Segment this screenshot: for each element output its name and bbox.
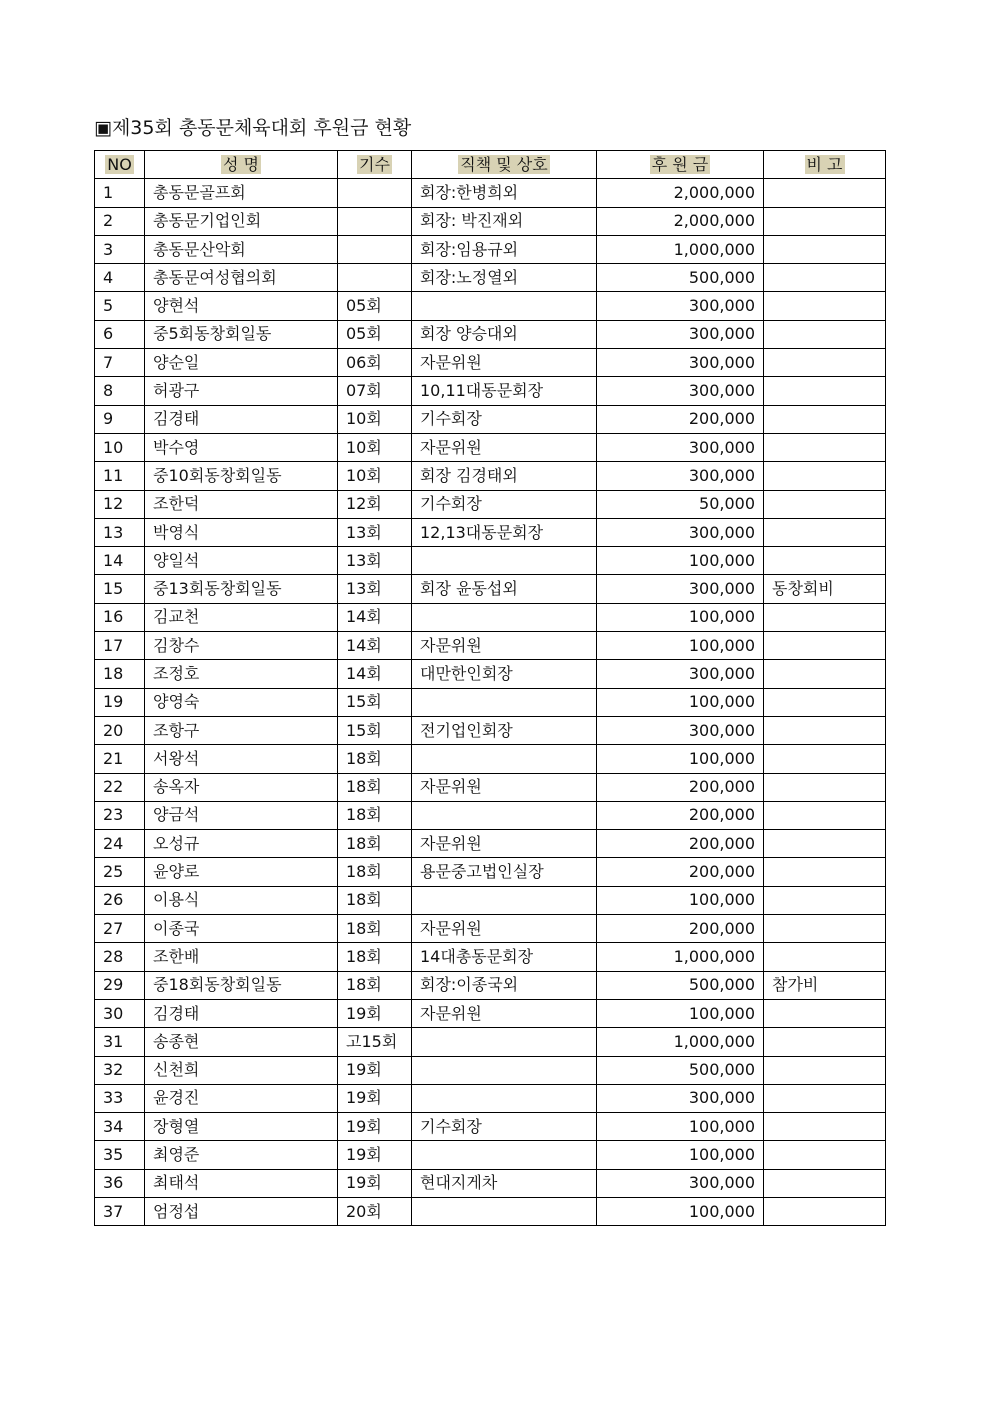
header-class [338,151,412,179]
cell-amount: 100,000 [597,1197,764,1225]
cell-note [764,801,886,829]
cell-name: 중5회동창회일동 [145,320,338,348]
cell-no: 7 [95,349,145,377]
cell-amount: 100,000 [597,999,764,1027]
cell-position: 현대지게차 [412,1169,597,1197]
cell-amount: 100,000 [597,688,764,716]
cell-name: 김경태 [145,405,338,433]
cell-no: 23 [95,801,145,829]
cell-amount: 300,000 [597,462,764,490]
table-row [95,773,886,801]
table-header-row [95,151,886,179]
cell-name: 윤양로 [145,858,338,886]
cell-name: 총동문골프회 [145,179,338,207]
cell-class: 20회 [338,1197,412,1225]
cell-class: 15회 [338,688,412,716]
cell-note [764,688,886,716]
cell-class: 13회 [338,547,412,575]
cell-class: 12회 [338,490,412,518]
cell-note [764,773,886,801]
cell-position: 회장:임용규외 [412,235,597,263]
table-row [95,1169,886,1197]
cell-amount: 300,000 [597,292,764,320]
table-row [95,264,886,292]
table-row [95,179,886,207]
cell-name: 최태석 [145,1169,338,1197]
cell-name: 송옥자 [145,773,338,801]
cell-class: 10회 [338,462,412,490]
table-row [95,660,886,688]
cell-amount: 100,000 [597,745,764,773]
cell-no: 5 [95,292,145,320]
table-row [95,235,886,263]
cell-note [764,1113,886,1141]
cell-class: 07회 [338,377,412,405]
cell-position: 기수회장 [412,405,597,433]
cell-no: 30 [95,999,145,1027]
page-title: ▣제35회 총동문체육대회 후원금 현황 [94,117,412,139]
cell-note [764,999,886,1027]
cell-class: 19회 [338,1113,412,1141]
cell-position: 전기업인회장 [412,716,597,744]
cell-position [412,801,597,829]
cell-position: 기수회장 [412,490,597,518]
donation-table [94,150,886,1226]
cell-class: 06회 [338,349,412,377]
cell-name: 윤경진 [145,1084,338,1112]
table-row [95,886,886,914]
header-class-label: 기수 [359,154,390,174]
cell-name: 중18회동창회일동 [145,971,338,999]
cell-position: 자문위원 [412,830,597,858]
header-position-label: 직책 및 상호 [460,154,548,174]
cell-no: 24 [95,830,145,858]
cell-amount: 500,000 [597,264,764,292]
cell-class [338,235,412,263]
cell-name: 조한배 [145,943,338,971]
cell-note [764,1084,886,1112]
table-row [95,603,886,631]
cell-class: 18회 [338,773,412,801]
cell-name: 신천희 [145,1056,338,1084]
table-row [95,943,886,971]
cell-class: 13회 [338,518,412,546]
cell-name: 양현석 [145,292,338,320]
table-row [95,349,886,377]
table-row [95,518,886,546]
cell-note [764,547,886,575]
cell-no: 6 [95,320,145,348]
cell-no: 15 [95,575,145,603]
cell-note [764,716,886,744]
table-row [95,547,886,575]
cell-position: 회장 양승대외 [412,320,597,348]
cell-note [764,235,886,263]
cell-no: 1 [95,179,145,207]
cell-amount: 300,000 [597,716,764,744]
table-row [95,1084,886,1112]
cell-amount: 100,000 [597,603,764,631]
cell-position: 회장:한병희외 [412,179,597,207]
cell-position: 회장:이종국외 [412,971,597,999]
cell-class: 18회 [338,801,412,829]
cell-name: 김경태 [145,999,338,1027]
cell-no: 21 [95,745,145,773]
cell-no: 11 [95,462,145,490]
cell-note: 동창회비 [764,575,886,603]
cell-class: 18회 [338,971,412,999]
cell-amount: 300,000 [597,320,764,348]
cell-position [412,1084,597,1112]
cell-no: 12 [95,490,145,518]
cell-note [764,490,886,518]
cell-class: 19회 [338,1056,412,1084]
table-row [95,830,886,858]
cell-amount: 2,000,000 [597,179,764,207]
table-row [95,575,886,603]
cell-amount: 100,000 [597,1141,764,1169]
cell-no: 8 [95,377,145,405]
cell-no: 14 [95,547,145,575]
cell-amount: 100,000 [597,632,764,660]
cell-name: 중10회동창회일동 [145,462,338,490]
cell-position [412,292,597,320]
cell-note [764,349,886,377]
cell-class: 05회 [338,320,412,348]
cell-name: 장형열 [145,1113,338,1141]
cell-class: 고15회 [338,1028,412,1056]
header-name [145,151,338,179]
table-row [95,745,886,773]
cell-no: 19 [95,688,145,716]
cell-no: 20 [95,716,145,744]
header-no-label: NO [107,154,132,174]
cell-position [412,603,597,631]
cell-no: 17 [95,632,145,660]
cell-position: 자문위원 [412,773,597,801]
cell-class [338,264,412,292]
cell-no: 4 [95,264,145,292]
cell-amount: 200,000 [597,773,764,801]
cell-note: 참가비 [764,971,886,999]
cell-name: 총동문여성협의회 [145,264,338,292]
cell-note [764,462,886,490]
table-row [95,999,886,1027]
cell-amount: 1,000,000 [597,1028,764,1056]
cell-name: 양순일 [145,349,338,377]
cell-name: 허광구 [145,377,338,405]
cell-position: 10,11대동문회장 [412,377,597,405]
table-row [95,207,886,235]
cell-no: 13 [95,518,145,546]
cell-position [412,886,597,914]
cell-no: 37 [95,1197,145,1225]
cell-amount: 500,000 [597,1056,764,1084]
cell-no: 31 [95,1028,145,1056]
cell-amount: 300,000 [597,349,764,377]
cell-class: 18회 [338,858,412,886]
cell-name: 양금석 [145,801,338,829]
cell-no: 25 [95,858,145,886]
cell-no: 18 [95,660,145,688]
cell-class: 10회 [338,433,412,461]
cell-position: 회장 김경태외 [412,462,597,490]
cell-name: 조항구 [145,716,338,744]
table-row [95,433,886,461]
cell-position: 대만한인회장 [412,660,597,688]
cell-position [412,1141,597,1169]
cell-name: 중13회동창회일동 [145,575,338,603]
cell-position: 회장: 박진재외 [412,207,597,235]
table-row [95,858,886,886]
cell-name: 서왕석 [145,745,338,773]
cell-amount: 100,000 [597,886,764,914]
table-row [95,1056,886,1084]
cell-name: 총동문기업인회 [145,207,338,235]
cell-no: 28 [95,943,145,971]
cell-position [412,1197,597,1225]
cell-position: 자문위원 [412,915,597,943]
table-row [95,292,886,320]
table-row [95,490,886,518]
cell-class: 18회 [338,745,412,773]
header-position [412,151,597,179]
donation-rows [95,179,886,1226]
cell-amount: 300,000 [597,433,764,461]
cell-amount: 500,000 [597,971,764,999]
cell-class [338,207,412,235]
cell-no: 22 [95,773,145,801]
cell-position [412,688,597,716]
cell-amount: 200,000 [597,405,764,433]
cell-position [412,1056,597,1084]
cell-position: 기수회장 [412,1113,597,1141]
cell-name: 양영숙 [145,688,338,716]
cell-position [412,1028,597,1056]
table-row [95,632,886,660]
cell-note [764,1169,886,1197]
cell-name: 이종국 [145,915,338,943]
cell-class: 14회 [338,603,412,631]
cell-class: 14회 [338,632,412,660]
cell-amount: 1,000,000 [597,943,764,971]
cell-name: 김창수 [145,632,338,660]
cell-class: 19회 [338,1169,412,1197]
table-row [95,1197,886,1225]
cell-no: 27 [95,915,145,943]
header-amount [597,151,764,179]
cell-no: 9 [95,405,145,433]
cell-note [764,405,886,433]
cell-no: 36 [95,1169,145,1197]
cell-note [764,858,886,886]
cell-amount: 100,000 [597,547,764,575]
cell-amount: 200,000 [597,801,764,829]
cell-note [764,915,886,943]
cell-amount: 200,000 [597,915,764,943]
cell-amount: 300,000 [597,377,764,405]
cell-name: 양일석 [145,547,338,575]
cell-position: 자문위원 [412,433,597,461]
cell-note [764,1056,886,1084]
cell-class: 15회 [338,716,412,744]
cell-amount: 300,000 [597,1084,764,1112]
cell-amount: 300,000 [597,1169,764,1197]
cell-name: 엄정섭 [145,1197,338,1225]
table-row [95,801,886,829]
table-row [95,688,886,716]
table-row [95,1141,886,1169]
cell-note [764,745,886,773]
cell-no: 26 [95,886,145,914]
cell-note [764,632,886,660]
cell-name: 이용식 [145,886,338,914]
cell-name: 총동문산악회 [145,235,338,263]
cell-position: 자문위원 [412,349,597,377]
cell-amount: 200,000 [597,830,764,858]
cell-note [764,207,886,235]
header-amount-label: 후 원 금 [651,154,709,174]
cell-note [764,179,886,207]
cell-note [764,320,886,348]
cell-amount: 50,000 [597,490,764,518]
cell-class: 18회 [338,915,412,943]
cell-class: 14회 [338,660,412,688]
table-row [95,462,886,490]
cell-position: 자문위원 [412,999,597,1027]
cell-position: 회장 윤동섭외 [412,575,597,603]
cell-note [764,943,886,971]
cell-name: 조정호 [145,660,338,688]
cell-position [412,745,597,773]
cell-amount: 1,000,000 [597,235,764,263]
table-row [95,915,886,943]
cell-note [764,1028,886,1056]
cell-class: 19회 [338,1084,412,1112]
cell-class: 05회 [338,292,412,320]
cell-class: 19회 [338,999,412,1027]
cell-no: 16 [95,603,145,631]
table-row [95,377,886,405]
cell-note [764,1141,886,1169]
table-row [95,1028,886,1056]
table-row [95,405,886,433]
cell-name: 조한덕 [145,490,338,518]
cell-no: 3 [95,235,145,263]
cell-amount: 300,000 [597,575,764,603]
cell-note [764,264,886,292]
cell-amount: 300,000 [597,518,764,546]
cell-no: 33 [95,1084,145,1112]
cell-no: 10 [95,433,145,461]
cell-no: 29 [95,971,145,999]
cell-amount: 200,000 [597,858,764,886]
cell-note [764,830,886,858]
cell-position: 회장:노정열외 [412,264,597,292]
cell-note [764,886,886,914]
cell-no: 34 [95,1113,145,1141]
cell-name: 김교천 [145,603,338,631]
table-row [95,971,886,999]
cell-amount: 2,000,000 [597,207,764,235]
cell-class: 18회 [338,830,412,858]
cell-position [412,547,597,575]
cell-class: 19회 [338,1141,412,1169]
cell-note [764,292,886,320]
cell-note [764,518,886,546]
cell-note [764,603,886,631]
header-note-label: 비 고 [806,154,843,174]
cell-class: 13회 [338,575,412,603]
cell-class: 18회 [338,943,412,971]
table-row [95,716,886,744]
cell-amount: 100,000 [597,1113,764,1141]
cell-note [764,660,886,688]
cell-note [764,1197,886,1225]
cell-class: 18회 [338,886,412,914]
cell-position: 12,13대동문회장 [412,518,597,546]
cell-name: 오성규 [145,830,338,858]
cell-position: 자문위원 [412,632,597,660]
cell-name: 송종현 [145,1028,338,1056]
cell-no: 2 [95,207,145,235]
cell-amount: 300,000 [597,660,764,688]
cell-no: 35 [95,1141,145,1169]
header-note [764,151,886,179]
cell-class [338,179,412,207]
cell-position: 14대총동문회장 [412,943,597,971]
cell-no: 32 [95,1056,145,1084]
header-name-label: 성 명 [223,154,259,174]
header-no [95,151,145,179]
cell-name: 박수영 [145,433,338,461]
cell-note [764,377,886,405]
cell-name: 최영준 [145,1141,338,1169]
cell-position: 용문중고법인실장 [412,858,597,886]
table-row [95,1113,886,1141]
cell-class: 10회 [338,405,412,433]
table-row [95,320,886,348]
cell-name: 박영식 [145,518,338,546]
cell-note [764,433,886,461]
